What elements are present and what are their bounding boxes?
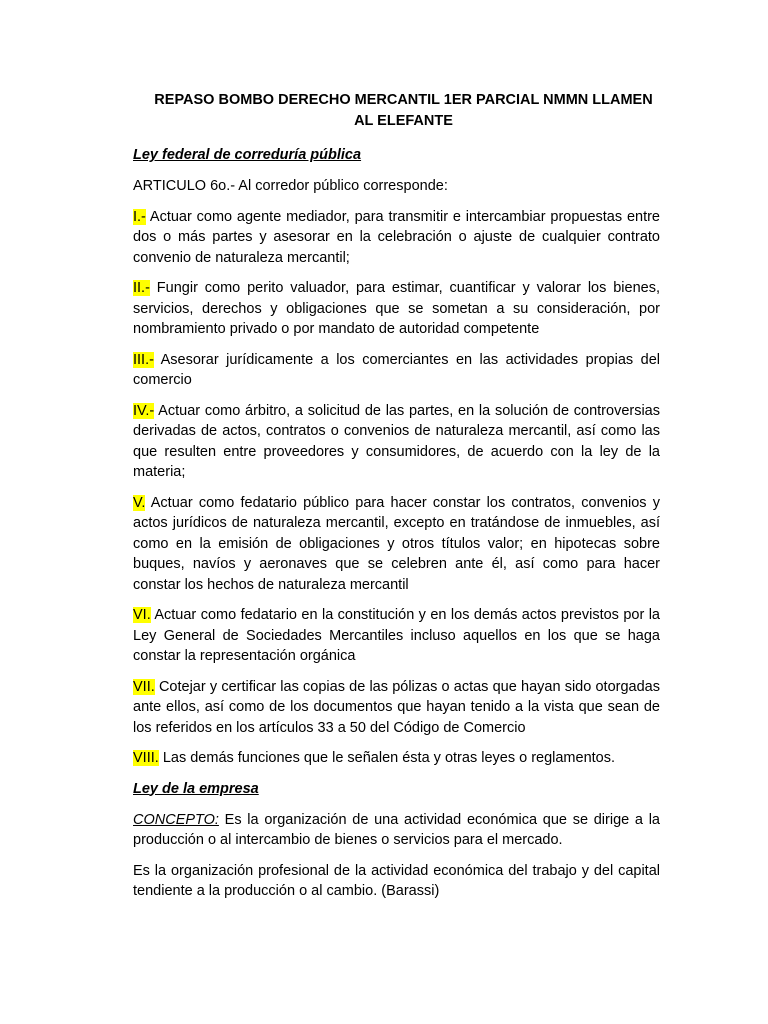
final-paragraph: Es la organización profesional de la actividad económica del trabajo y del capital tendiente a la producción o al cambio. (Barassi): [133, 862, 660, 899]
article-item-3: [133, 350, 660, 391]
item-number-highlight: II.-: [133, 280, 150, 296]
section-heading-correduria: Ley federal de correduría pública: [133, 147, 362, 163]
article-item-6: [133, 605, 660, 667]
section-heading-empresa: Ley de la empresa: [133, 780, 259, 797]
item-number-highlight: I.-: [133, 208, 146, 225]
item-number-highlight: VII.: [133, 678, 155, 695]
item-text: Asesorar jurídicamente a los comerciantes en las actividades propias del comercio: [133, 351, 660, 388]
item-text: Las demás funciones que le señalen ésta y otras leyes o reglamentos.: [158, 750, 616, 766]
concept-text: Es la organización de una actividad económica que se dirige a la producción o al intercambio de bienes o servicios para el mercado.: [133, 811, 660, 848]
item-number-highlight: VIII.: [133, 750, 159, 766]
concept-label: CONCEPTO:: [133, 811, 219, 828]
item-text: Actuar como fedatario público para hacer constar los contratos, convenios y actos jurídicos de naturaleza mercantil, excepto en tratándose de inmuebles, así como en la emisión de obligaciones y otros títulos valor; en hipotecas sobre buques, navíos y aeronaves que se celebren ante él, así como para hacer constar los hechos de naturaleza mercantil: [133, 494, 660, 593]
item-text: Actuar como agente mediador, para transmitir e intercambiar propuestas entre dos o más partes y asesorar en la celebración o ajuste de cualquier contrato convenio de naturaleza mercantil;: [133, 208, 660, 266]
item-text: Actuar como fedatario en la constitución y en los demás actos previstos por la Ley General de Sociedades Mercantiles incluso aquellos en los que se haga constar la representación orgánica: [133, 607, 660, 664]
item-number-highlight: III.-: [133, 351, 154, 368]
article-item-5: [133, 493, 660, 596]
article-item-4: [133, 401, 660, 483]
item-text: Fungir como perito valuador, para estimar, cuantificar y valorar los bienes, servicios, derechos y obligaciones que se sometan a su consideración, por nombramiento privado o por mandato de autoridad competente: [133, 280, 660, 337]
item-number-highlight: IV.-: [133, 402, 155, 419]
article-item-8: [133, 748, 660, 769]
article-item-7: [133, 677, 660, 739]
article-item-1: [133, 207, 660, 269]
article-intro: ARTICULO 6o.- Al corredor público corresponde:: [133, 178, 448, 194]
article-item-2: [133, 278, 660, 340]
item-text: Cotejar y certificar las copias de las pólizas o actas que hayan sido otorgadas ante ellos, así como de los documentos que hayan tenido a la vista que sean de los referidos en los artículos 33 a 50 del Código de Comercio: [133, 678, 660, 736]
item-number-highlight: V.: [133, 494, 146, 511]
concept-paragraph: [133, 810, 660, 851]
item-text: Actuar como árbitro, a solicitud de las partes, en la solución de controversias derivadas de actos, contratos o convenios de naturaleza mercantil, así como las que resulten entre proveedores y consumidores, de acuerdo con la ley de la materia;: [133, 402, 660, 480]
document-title: REPASO BOMBO DERECHO MERCANTIL 1ER PARCIAL NMMN LLAMEN AL ELEFANTE: [154, 92, 653, 129]
item-number-highlight: VI.: [133, 607, 151, 623]
